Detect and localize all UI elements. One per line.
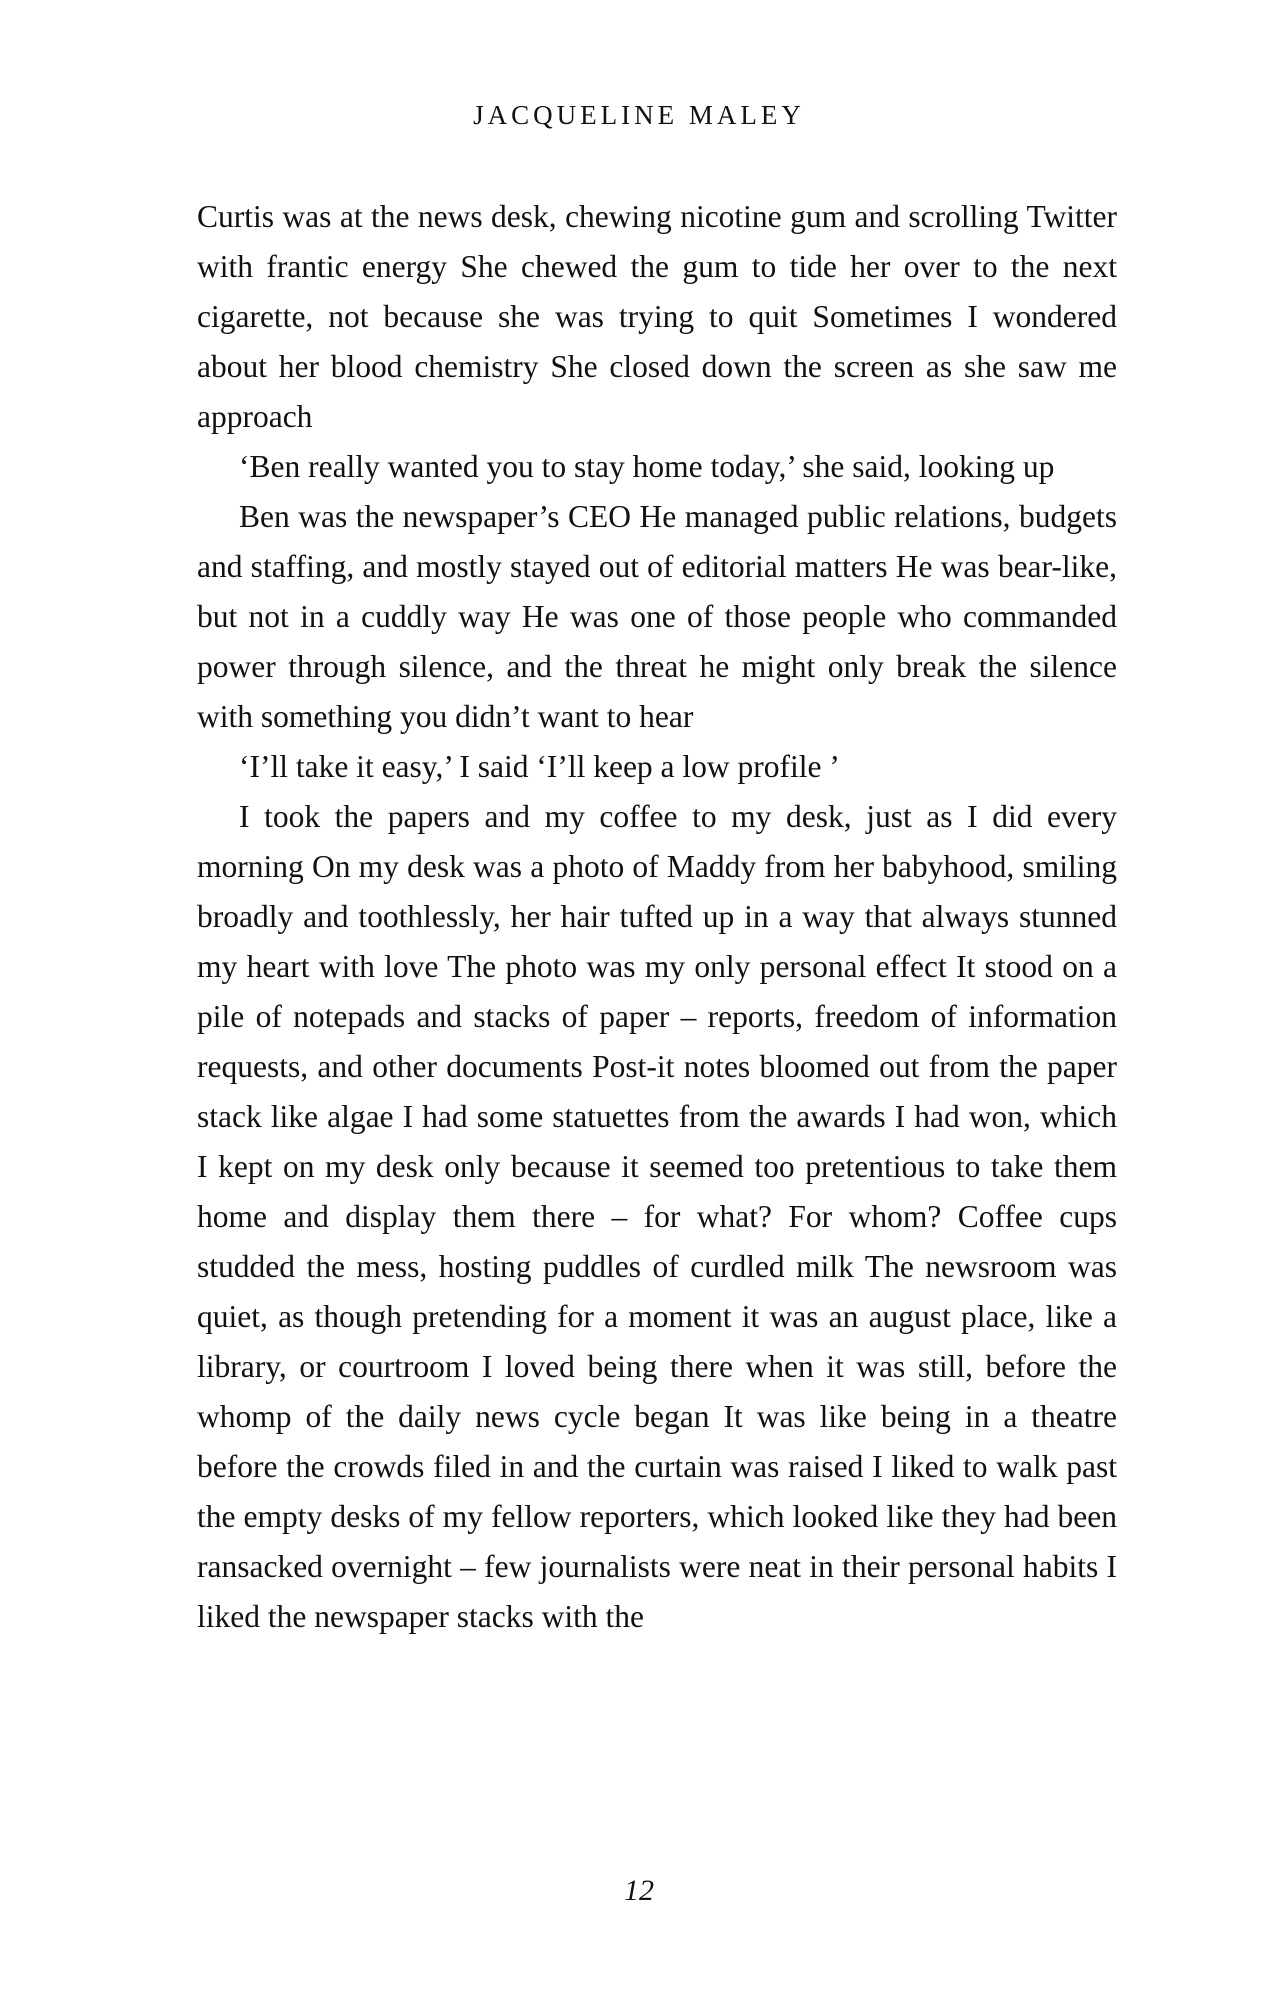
paragraph-1: Curtis was at the news desk, chewing nicotine gum and scrolling Twitter with frantic energy She chewed the gum to tide her over to the next cigarette, not because she was trying to quit Sometimes I wondered about her blood chemistry She closed down the screen as she saw me approach bbox=[197, 199, 1117, 434]
paragraph-2: ‘Ben really wanted you to stay home today,’ she said, looking up bbox=[239, 449, 1055, 484]
paragraph-3: Ben was the newspaper’s CEO He managed public relations, budgets and staffing, and mostly stayed out of editorial matters He was bear-like, but not in a cuddly way He was one of those people who commanded power through silence, and the threat he might only break the silence with something you didn’t want to hear bbox=[197, 499, 1117, 734]
body-text bbox=[197, 192, 1117, 1642]
paragraph-4: ‘I’ll take it easy,’ I said ‘I’ll keep a low profile ’ bbox=[239, 749, 840, 784]
page-number: 12 bbox=[624, 1874, 654, 1907]
running-head: JACQUELINE MALEY bbox=[473, 100, 805, 130]
paragraph-5: I took the papers and my coffee to my desk, just as I did every morning On my desk was a photo of Maddy from her babyhood, smiling broadly and toothlessly, her hair tufted up in a way that always stunned my heart with love The photo was my only personal effect It stood on a pile of notepads and stacks of paper – reports, freedom of information requests, and other documents Post-it notes bloomed out from the paper stack like algae I had some statuettes from the awards I had won, which I kept on my desk only because it seemed too pretentious to take them home and display them there – for what? For whom? Coffee cups studded the mess, hosting puddles of curdled milk The newsroom was quiet, as though pretending for a moment it was an august place, like a library, or courtroom I loved being there when it was still, before the whomp of the daily news cycle began It was like being in a theatre before the crowds filed in and the curtain was raised I liked to walk past the empty desks of my fellow reporters, which looked like they had been ransacked overnight – few journalists were neat in their personal habits I liked the newspaper stacks with the bbox=[197, 799, 1117, 1634]
